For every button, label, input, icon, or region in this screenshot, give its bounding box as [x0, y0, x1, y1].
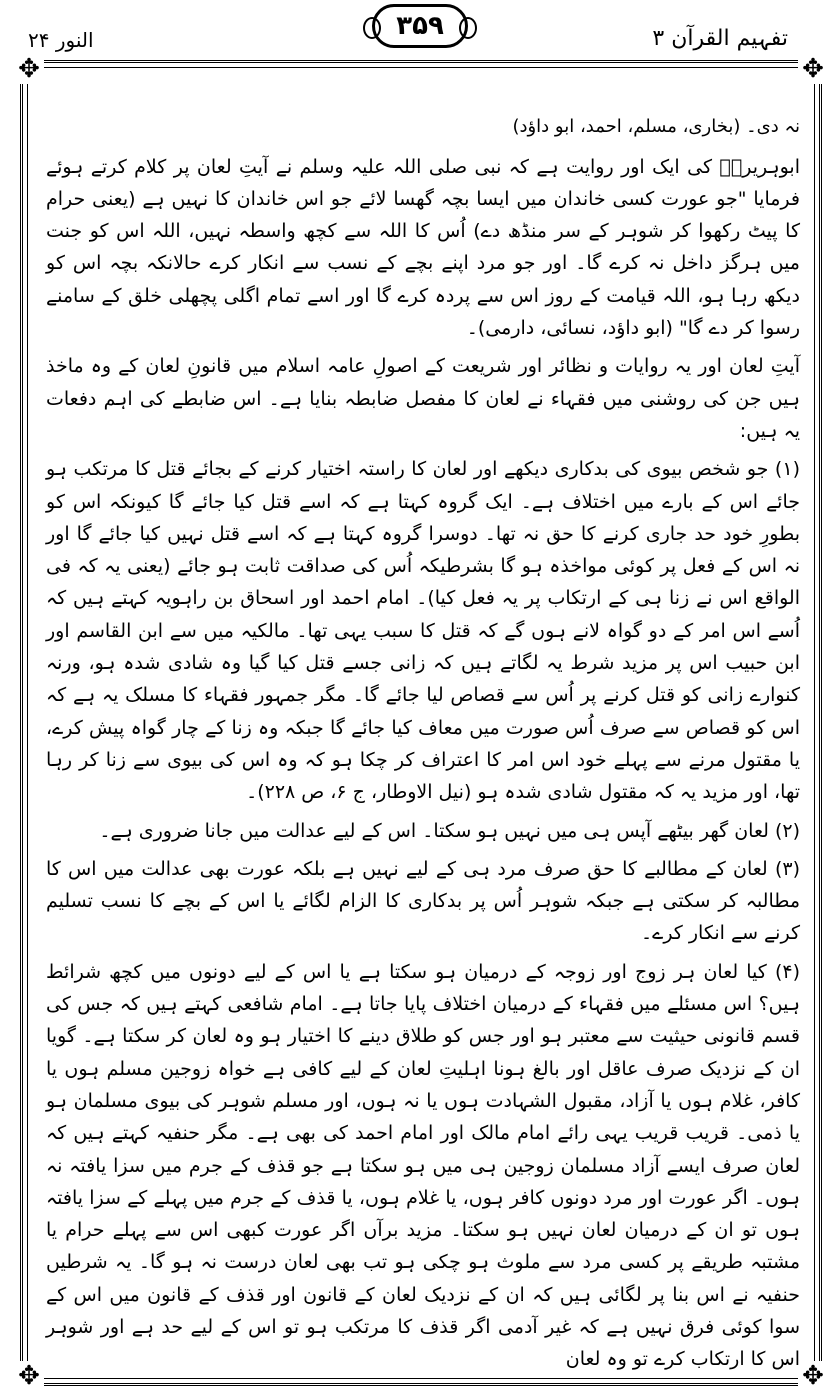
paragraph-clause-4: (۴) کیا لعان ہر زوج اور زوجہ کے درمیان ہو سکتا ہے یا اس کے لیے دونوں میں کچھ شرائط ہیں؟ اس مسئلے میں فقہاء کے درمیان اختلاف پایا جاتا ہے۔ امام شافعی کہتے ہیں کہ جس کی قسم قانونی حیثیت سے معتبر ہو اور جس کو طلاق دینے کا اختیار ہو وہ لعان کر سکتا ہے۔ گویا ان کے نزدیک صرف عاقل اور بالغ ہونا اہلیتِ لعان کے لیے کافی ہے خواہ زوجین مسلم ہوں یا کافر، غلام ہوں یا آزاد، مقبول الشہادت ہوں یا نہ ہوں، اور مسلم شوہر کی بیوی مسلمان ہو یا ذمی۔ قریب قریب یہی رائے امام مالک اور امام احمد کی بھی ہے۔ مگر حنفیہ کہتے ہیں کہ لعان صرف ایسے آزاد مسلمان زوجین ہی میں ہو سکتا ہے جو قذف کے جرم میں سزا یافتہ نہ ہوں۔ اگر عورت اور مرد دونوں کافر ہوں، یا غلام ہوں، یا قذف کے جرم میں پہلے کے سزا یافتہ ہوں تو ان کے درمیان لعان نہیں ہو سکتا۔ مزید برآں اگر عورت کبھی اس سے پہلے حرام یا مشتبہ طریقے پر کسی مرد سے ملوث ہو چکی ہو تب بھی لعان درست نہ ہو گا۔ یہ شرطیں حنفیہ نے اس بنا پر لگائی ہیں کہ ان کے نزدیک لعان کے قانون اور قذف کے قانون میں اس کے سوا کوئی فرق نہیں ہے کہ غیر آدمی اگر قذف کا مرتکب ہو تو اس کے لیے حد ہے اور شوہر اس کا ارتکاب کرے تو وہ لعان — [46, 960, 800, 1371]
page-header — [0, 0, 840, 62]
page-number-medallion: ۳۵۹ — [372, 4, 468, 48]
corner-ornament-icon: ✥ — [14, 1361, 44, 1391]
paragraph-clause-3: (۳) لعان کے مطالبے کا حق صرف مرد ہی کے لیے نہیں ہے بلکہ عورت بھی عدالت میں اس کا مطالبہ کر سکتی ہے جبکہ شوہر اُس پر بدکاری کا الزام لگائے یا اس کے بچے کا نسب تسلیم کرنے سے انکار کرے۔ — [46, 857, 800, 945]
citation-line: نہ دی۔ (بخاری، مسلم، احمد، ابو داؤد) — [512, 116, 800, 137]
paragraph-intro: آیتِ لعان اور یہ روایات و نظائر اور شریعت کے اصولِ عامہ اسلام میں قانونِ لعان کے وہ ماخذ ہیں جن کی روشنی میں فقہاء نے لعان کا مفصل ضابطہ بنایا ہے۔ اس ضابطے کی اہم دفعات یہ ہیں: — [46, 355, 800, 442]
corner-ornament-icon: ✥ — [14, 54, 44, 84]
paragraph-clause-1: (۱) جو شخص بیوی کی بدکاری دیکھے اور لعان کا راستہ اختیار کرنے کے بجائے قتل کا مرتکب ہو جائے اس کے بارے میں اختلاف ہے۔ ایک گروہ کہتا ہے کہ اسے قتل کیا جائے گا کیونکہ اس کو بطورِ خود حد جاری کرنے کا حق نہ تھا۔ دوسرا گروہ کہتا ہے کہ اسے قتل نہیں کیا جائے گا اور نہ اس کے فعل پر کوئی مواخذہ ہو گا بشرطیکہ اُس کی صداقت ثابت ہو جائے (یعنی یہ کہ فی الواقع اس نے زنا ہی کے ارتکاب پر یہ فعل کیا)۔ امام احمد اور اسحاق بن راہویہ کہتے ہیں کہ اُسے اس امر کے دو گواہ لانے ہوں گے کہ قتل کا سبب یہی تھا۔ مالکیہ میں سے ابن القاسم اور ابن حبیب اس پر مزید شرط یہ لگاتے ہیں کہ زانی جسے قتل کیا گیا وہ شادی شدہ ہو، ورنہ کنوارے زانی کو قتل کرنے پر اُس سے قصاص لیا جائے گا۔ مگر جمہور فقہاء کا مسلک یہ ہے کہ اس کو قصاص سے صرف اُس صورت میں معاف کیا جائے گا جبکہ وہ زنا کے چار گواہ پیش کرے، یا مقتول مرنے سے پہلے خود اس امر کا اعتراف کر چکا ہو کہ وہ اس کی بیوی سے زنا کر رہا تھا، اور مزید یہ کہ مقتول شادی شدہ ہو (نیل الاوطار، ج ۶، ص ۲۲۸)۔ — [46, 458, 800, 804]
corner-ornament-icon: ✥ — [798, 1361, 828, 1391]
corner-ornament-icon: ✥ — [798, 54, 828, 84]
paragraph-hadith: ابوہریرہؓ کی ایک اور روایت ہے کہ نبی صلی اللہ علیہ وسلم نے آیتِ لعان پر کلام کرتے ہوئے فرمایا "جو عورت کسی خاندان میں ایسا بچہ گھسا لائے جو اس خاندان کا نہیں ہے (یعنی حرام کا پیٹ رکھوا کر شوہر کے سر منڈھ دے) اُس کا اللہ سے کچھ واسطہ نہیں، اللہ اس کو جنت میں ہرگز داخل نہ کرے گا۔ اور جو مرد اپنے بچے کے نسب سے انکار کرے حالانکہ بچہ اس کو دیکھ رہا ہو، اللہ قیامت کے روز اس سے پردہ کرے گا اور اسے تمام اگلی پچھلی خلق کے سامنے رسوا کر دے گا" (ابو داؤد، نسائی، دارمی)۔ — [46, 155, 800, 340]
book-title: تفہیم القرآن ۳ — [652, 26, 788, 51]
main-text — [46, 112, 800, 1382]
surah-reference: النور ۲۴ — [28, 28, 94, 52]
paragraph-clause-2: (۲) لعان گھر بیٹھے آپس ہی میں نہیں ہو سکتا۔ اس کے لیے عدالت میں جانا ضروری ہے۔ — [99, 819, 800, 842]
